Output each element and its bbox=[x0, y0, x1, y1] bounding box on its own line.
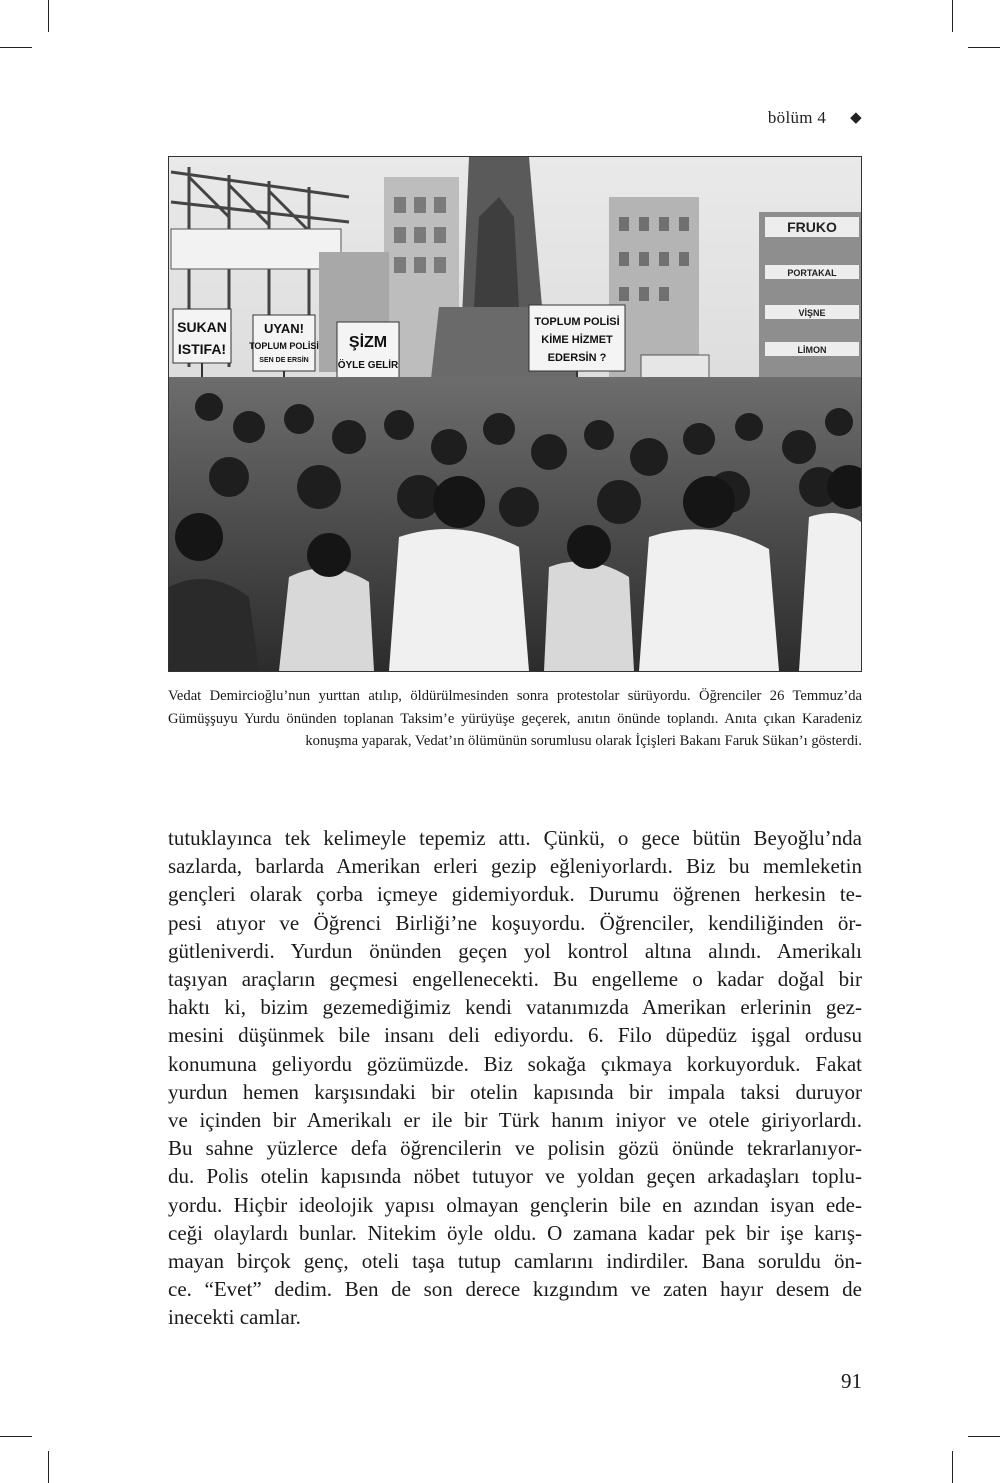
svg-text:ÖYLE GELİR: ÖYLE GELİR bbox=[337, 360, 399, 371]
svg-text:TOPLUM POLİSİ: TOPLUM POLİSİ bbox=[249, 341, 319, 351]
page-number: 91 bbox=[841, 1369, 862, 1393]
protest-photo bbox=[168, 156, 862, 672]
svg-text:FRUKO: FRUKO bbox=[787, 219, 837, 235]
body-line: yurdun hemen karşısındaki bir otelin kapısında bir impala taksi duruyor bbox=[168, 1079, 862, 1104]
diamond-ornament-icon: ◆ bbox=[850, 110, 862, 126]
protest-photo-illustration bbox=[169, 157, 861, 671]
svg-text:LİMON: LİMON bbox=[797, 345, 827, 355]
svg-text:VİŞNE: VİŞNE bbox=[798, 308, 826, 318]
running-head bbox=[600, 108, 862, 128]
svg-text:ISTIFA!: ISTIFA! bbox=[177, 341, 227, 357]
body-line: du. Polis otelin kapısında nöbet tutuyor ve yoldan geçen arkadaşları toplu- bbox=[168, 1164, 862, 1189]
body-line: pesi atıyor ve Öğrenci Birliği’ne koşuyordu. Öğrenciler, kendiliğinden ör- bbox=[168, 910, 862, 935]
crop-mark-top-left-h bbox=[0, 47, 32, 48]
crop-mark-top-right-h bbox=[968, 47, 1000, 48]
crop-mark-top-left-v bbox=[48, 0, 49, 32]
body-text bbox=[168, 824, 862, 1332]
svg-text:SUKAN: SUKAN bbox=[177, 319, 227, 335]
body-line: ve içinden bir Amerikalı er ile bir Türk hanım iniyor ve otele giriyorlardı. bbox=[168, 1108, 862, 1133]
crop-mark-bottom-right-v bbox=[952, 1451, 953, 1483]
body-line: sazlarda, barlarda Amerikan erleri gezip eğleniyorlardı. Biz bu memleketin bbox=[168, 854, 862, 879]
svg-text:EDERSİN ?: EDERSİN ? bbox=[547, 352, 607, 364]
body-line: mesini düşünmek bile insanı deli ediyordu. 6. Filo düpedüz işgal ordusu bbox=[168, 1023, 862, 1048]
body-line: inecekti camlar. bbox=[168, 1305, 301, 1330]
svg-text:KİME HİZMET: KİME HİZMET bbox=[541, 334, 613, 346]
chapter-label: bölüm 4 bbox=[767, 108, 827, 127]
crop-mark-bottom-left-h bbox=[0, 1436, 32, 1437]
svg-text:SEN DE ERSİN: SEN DE ERSİN bbox=[259, 357, 309, 364]
body-line: haktı ki, bizim gezemediğimiz kendi vatanımızda Amerikan erlerinin gez- bbox=[168, 995, 862, 1020]
body-line: yordu. Hiçbir ideolojik yapısı olmayan gençlerin bile en azından isyan ede- bbox=[168, 1192, 862, 1217]
body-line: ceği olaylardı bunlar. Nitekim öyle oldu. O zamana kadar pek bir işe karış- bbox=[168, 1220, 862, 1245]
crop-mark-top-right-v bbox=[952, 0, 953, 32]
body-line: taşıyan araçların geçmesi engellenecekti. Bu engelleme o kadar doğal bir bbox=[168, 967, 862, 992]
body-line: mayan birçok genç, oteli taşa tutup camlarını indirdiler. Bana soruldu ön- bbox=[168, 1249, 862, 1274]
body-line: tutuklayınca tek kelimeyle tepemiz attı. Çünkü, o gece bütün Beyoğlu’nda bbox=[168, 826, 862, 850]
body-line: ce. “Evet” dedim. Ben de son derece kızgındım ve zaten hayır desem de bbox=[168, 1277, 862, 1302]
body-line: Bu sahne yüzlerce defa öğrencilerin ve polisin gözü önünde tekrarlanıyor- bbox=[168, 1136, 862, 1161]
body-line: konumuna geliyordu gözümüzde. Biz sokağa çıkmaya korkuyorduk. Fakat bbox=[168, 1051, 862, 1076]
body-line: gençleri olarak çorba içmeye gidemiyorduk. Durumu öğrenen herkesin te- bbox=[168, 882, 862, 907]
svg-text:ŞİZM: ŞİZM bbox=[348, 334, 388, 351]
body-line: gütleniverdi. Yurdun önünden geçen yol kontrol altına alındı. Amerikalı bbox=[168, 938, 862, 963]
photo-caption: Vedat Demircioğlu’nun yurttan atılıp, öldürülmesinden sonra protestolar sürüyordu. Öğrenciler 26 Temmuz’da Gümüşşuyu Yurdu önünden toplanan Taksim’e yürüyüşe geçerek, anıtın önünde toplandı. Anıta çıkan Karadeniz konuşma yaparak, Vedat’ın ölümünün sorumlusu olarak İçişleri Bakanı Faruk Sükan’ı gösterdi. bbox=[168, 688, 862, 750]
svg-text:UYAN!: UYAN! bbox=[264, 321, 304, 336]
crop-mark-bottom-right-h bbox=[968, 1436, 1000, 1437]
crop-mark-bottom-left-v bbox=[48, 1451, 49, 1483]
svg-text:PORTAKAL: PORTAKAL bbox=[787, 268, 837, 278]
svg-text:TOPLUM POLİSİ: TOPLUM POLİSİ bbox=[534, 316, 620, 328]
